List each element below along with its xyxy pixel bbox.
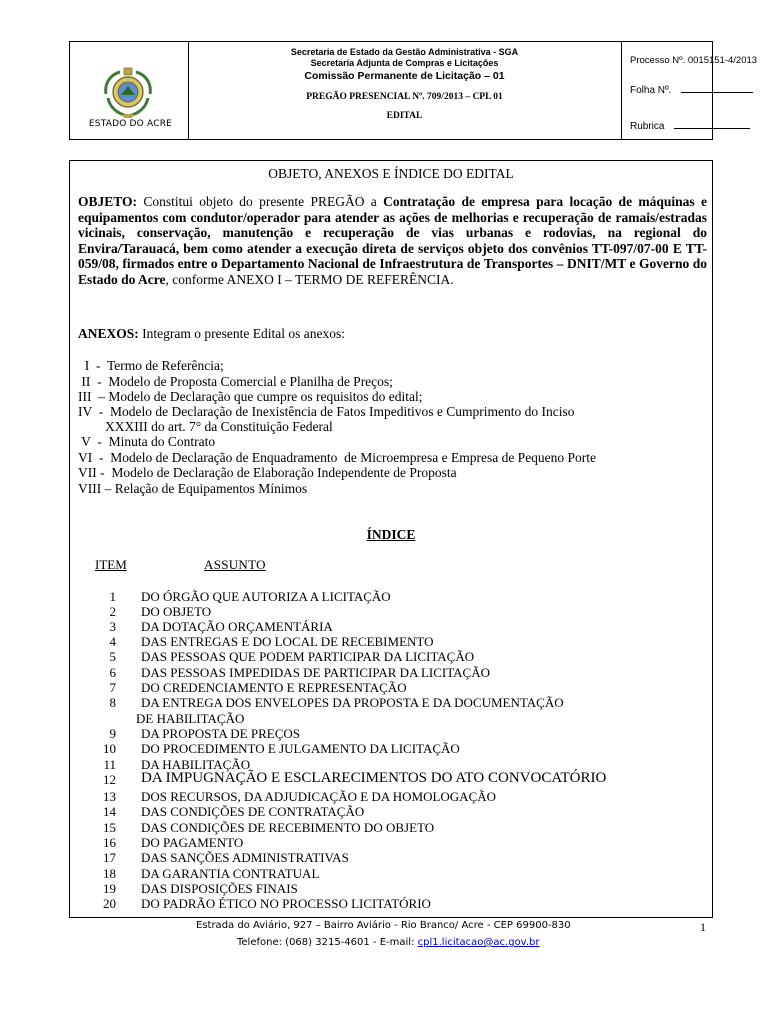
- state-seal-icon: [102, 64, 154, 120]
- indice-item-subject: DAS PESSOAS QUE PODEM PARTICIPAR DA LICITAÇÃO: [141, 649, 475, 664]
- indice-item-subject: DO PADRÃO ÉTICO NO PROCESSO LICITATÓRIO: [141, 896, 431, 911]
- anexos-paragraph: [78, 326, 345, 341]
- header-comissao: Comissão Permanente de Licitação – 01: [304, 70, 505, 82]
- rubrica-line: [674, 128, 750, 129]
- rubrica-field: [630, 121, 750, 132]
- footer-email-link[interactable]: cpl1.licitacao@ac.gov.br: [417, 937, 540, 948]
- indice-item-number: 17: [103, 850, 116, 865]
- indice-item-number: 18: [103, 866, 116, 881]
- indice-item-subject: DA ENTREGA DOS ENVELOPES DA PROPOSTA E DA DOCUMENTAÇÃO: [141, 695, 564, 710]
- footer-phone: Telefone: (068) 3215-4601 - E-mail:: [237, 937, 415, 948]
- indice-item-subject: DA PROPOSTA DE PREÇOS: [141, 726, 300, 741]
- indice-item-subject: DA DOTAÇÃO ORÇAMENTÁRIA: [141, 619, 333, 634]
- anexo-item: V - Minuta do Contrato: [78, 434, 216, 449]
- anexo-item: VII - Modelo de Declaração de Elaboração Independente de Proposta: [78, 465, 457, 480]
- indice-item-number: 20: [103, 896, 116, 911]
- indice-item-subject: DAS CONDIÇÕES DE CONTRATAÇÃO: [141, 804, 365, 819]
- indice-item-number: 9: [109, 726, 116, 741]
- indice-item-number: 13: [103, 789, 116, 804]
- folha-label: Folha Nº.: [630, 85, 672, 96]
- indice-item-subject: DOS RECURSOS, DA ADJUDICAÇÃO E DA HOMOLOGAÇÃO: [141, 789, 497, 804]
- indice-item-subject: DAS ENTREGAS E DO LOCAL DE RECEBIMENTO: [141, 634, 434, 649]
- indice-item-subject: DO PAGAMENTO: [141, 835, 244, 850]
- page-number: 1: [700, 920, 706, 934]
- anexo-item: II - Modelo de Proposta Comercial e Planilha de Preços;: [78, 374, 393, 389]
- indice-item-subject: DAS PESSOAS IMPEDIDAS DE PARTICIPAR DA LICITAÇÃO: [141, 665, 491, 680]
- indice-item-subject: DO ÓRGÃO QUE AUTORIZA A LICITAÇÃO: [141, 589, 391, 604]
- header-title-cell: [188, 42, 622, 139]
- state-label: ESTADO DO ACRE: [88, 119, 173, 129]
- header-pregao: PREGÃO PRESENCIAL Nº. 709/2013 – CPL 01: [306, 92, 503, 102]
- folha-field: [630, 85, 753, 96]
- indice-title: ÍNDICE: [366, 527, 416, 542]
- footer-address: Estrada do Aviário, 927 – Bairro Aviário - Rio Branco/ Acre - CEP 69900-830: [196, 920, 571, 931]
- anexo-item: VI - Modelo de Declaração de Enquadramento de Microempresa e Empresa de Pequeno Porte: [78, 450, 597, 465]
- indice-item-number: 4: [109, 634, 116, 649]
- anexo-item: XXXIII do art. 7° da Constituição Federal: [78, 419, 333, 434]
- header-process-cell: [622, 42, 758, 139]
- objeto-paragraph: [78, 194, 707, 288]
- indice-item-subject: DAS SANÇÕES ADMINISTRATIVAS: [141, 850, 349, 865]
- anexo-item: I - Termo de Referência;: [78, 358, 224, 373]
- indice-item-subject: DO PROCEDIMENTO E JULGAMENTO DA LICITAÇÃO: [141, 741, 460, 756]
- indice-col-item: ITEM: [95, 557, 127, 572]
- header-logo-cell: [70, 42, 189, 139]
- indice-item-number: 6: [109, 665, 116, 680]
- objeto-intro: Constitui objeto do presente PREGÃO a: [143, 194, 377, 209]
- section-title: OBJETO, ANEXOS E ÍNDICE DO EDITAL: [268, 166, 514, 181]
- indice-item-number: 16: [103, 835, 116, 850]
- folha-line: [681, 92, 753, 93]
- indice-item-number: 19: [103, 881, 116, 896]
- anexo-item: IV - Modelo de Declaração de Inexistência de Fatos Impeditivos e Cumprimento do Inciso: [78, 404, 575, 419]
- objeto-description: Contratação de empresa para locação de máquinas e equipamentos com condutor/operador para atender as ações de melhorias e recuperação de ramais/estradas vicinais, conservação, manutenção e recuperação de vias urbanas e rodovias, na regional do Envira/Tarauacá, bem como atender a execução direta de serviços objeto dos convênios TT-097/07-00 E TT-059/08, firmados entre o Departamento Nacional de Infraestrutura de Transportes – DNIT/MT e Governo do Estado do Acre: [78, 194, 708, 287]
- header-secretaria: Secretaria de Estado da Gestão Administrativa - SGA: [290, 47, 519, 57]
- indice-item-number: 14: [103, 804, 116, 819]
- anexos-intro: Integram o presente Edital os anexos:: [142, 326, 345, 341]
- indice-item-number: 15: [103, 820, 116, 835]
- indice-col-assunto: ASSUNTO: [204, 557, 266, 572]
- header-edital: EDITAL: [386, 111, 423, 121]
- indice-item-subject: DAS CONDIÇÕES DE RECEBIMENTO DO OBJETO: [141, 820, 435, 835]
- anexo-item: III – Modelo de Declaração que cumpre os requisitos do edital;: [78, 389, 423, 404]
- footer-contact: [0, 937, 770, 948]
- indice-item-number: 8: [109, 695, 116, 710]
- indice-item-number: 11: [103, 757, 116, 772]
- indice-item-number: 3: [109, 619, 116, 634]
- header-secretaria-adjunta: Secretaria Adjunta de Compras e Licitações: [310, 58, 499, 68]
- objeto-tail: , conforme ANEXO I – TERMO DE REFERÊNCIA.: [165, 271, 454, 287]
- indice-item-subject: DO CREDENCIAMENTO E REPRESENTAÇÃO: [141, 680, 407, 695]
- document-header: [69, 41, 758, 140]
- indice-item-subject: DE HABILITAÇÃO: [136, 711, 245, 726]
- indice-item-number: 7: [109, 680, 116, 695]
- indice-item-number: 1: [109, 589, 116, 604]
- indice-item-subject: DO OBJETO: [141, 604, 212, 619]
- indice-item-number: 12: [103, 772, 116, 787]
- indice-item-number: 2: [109, 604, 116, 619]
- indice-item-number: 10: [103, 741, 116, 756]
- indice-item-number: 5: [109, 649, 116, 664]
- anexos-label: ANEXOS:: [78, 326, 139, 341]
- objeto-label: OBJETO:: [78, 194, 138, 209]
- indice-item-subject: DA IMPUGNAÇÃO E ESCLARECIMENTOS DO ATO CONVOCATÓRIO: [141, 770, 607, 786]
- anexo-item: VIII – Relação de Equipamentos Mínimos: [78, 481, 308, 496]
- indice-item-subject: DAS DISPOSIÇÕES FINAIS: [141, 881, 298, 896]
- indice-item-subject: DA HABILITAÇÃO: [141, 757, 251, 772]
- processo-number: Processo Nº. 0015151-4/2013: [630, 55, 758, 66]
- indice-item-subject: DA GARANTIA CONTRATUAL: [141, 866, 320, 881]
- rubrica-label: Rubrica: [630, 121, 665, 132]
